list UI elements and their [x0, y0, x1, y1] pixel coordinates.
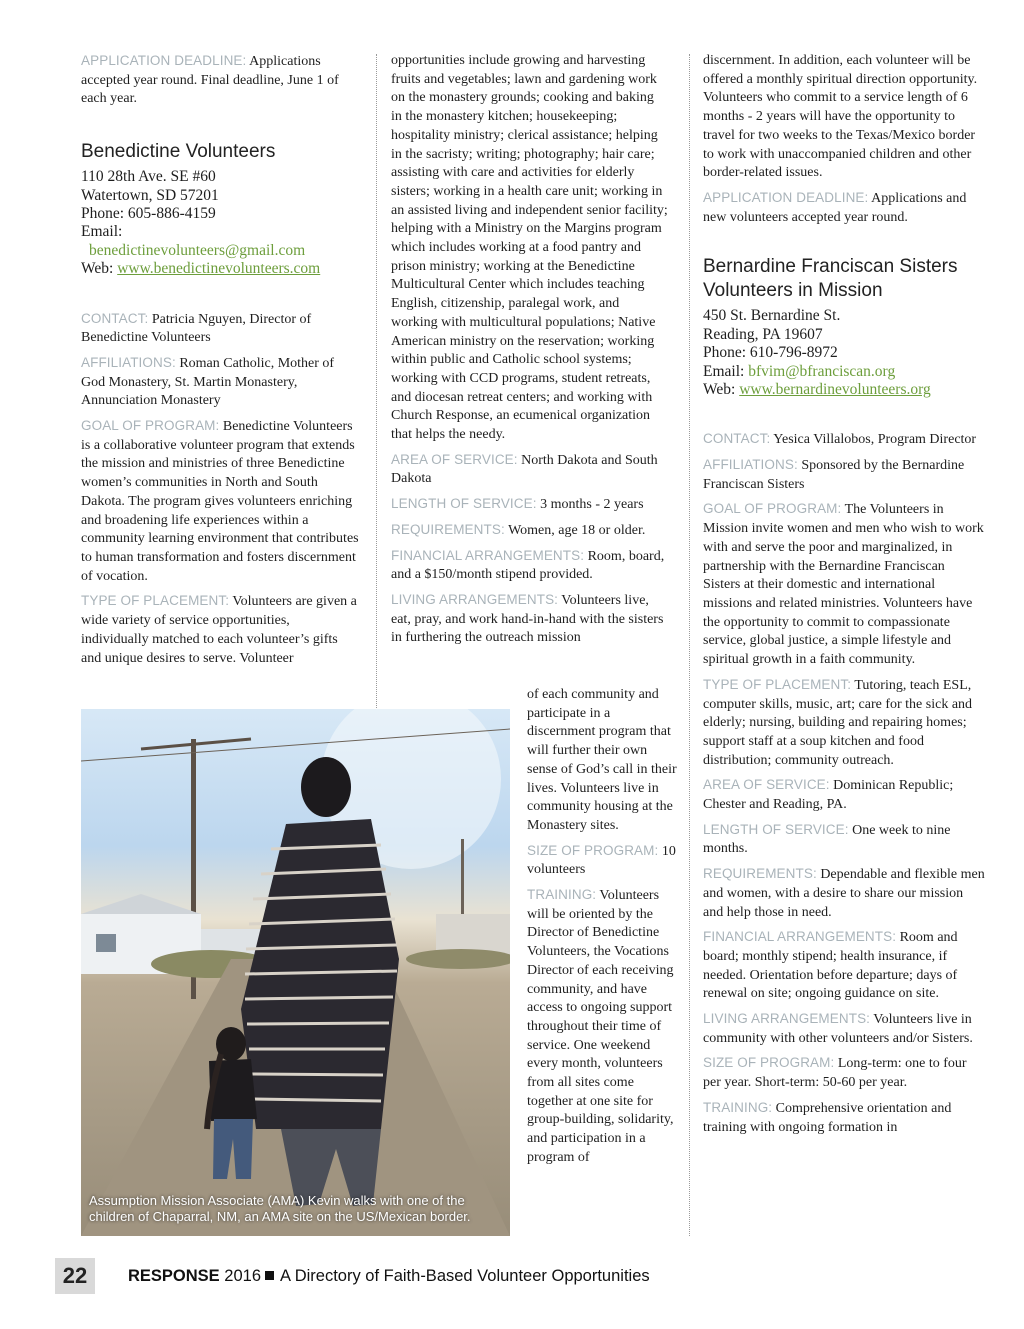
org-heading-bernardine — [703, 255, 985, 303]
field-label: LIVING ARRANGEMENTS: — [391, 591, 559, 607]
address-line-1: 450 St. Bernardine St. — [703, 307, 841, 325]
web-link[interactable]: www.bernardinevolunteers.org — [739, 380, 931, 398]
field-value: Applications and new volunteers accepted year round. — [703, 190, 967, 225]
email-label: Email: — [81, 223, 123, 241]
address-line-1: 110 28th Ave. SE #60 — [81, 168, 216, 186]
field-label: LIVING ARRANGEMENTS: — [703, 1011, 871, 1027]
field-label: LENGTH OF SERVICE: — [703, 821, 849, 837]
org-heading-line-2: Volunteers in Mission — [703, 280, 883, 302]
org-contact-block — [703, 307, 985, 399]
field-label: FINANCIAL ARRANGEMENTS: — [703, 929, 897, 945]
field-value: Room and board; monthly stipend; health insurance, if needed. Orientation before departure; days of renewal on site; ongoing guidance on site. — [703, 930, 958, 1002]
photo-man-and-child-walking — [81, 709, 510, 1236]
goal-entry — [81, 417, 359, 586]
column-middle-wrap — [527, 686, 677, 1174]
field-label: TRAINING: — [703, 1099, 773, 1115]
field-value: Patricia Nguyen, Director of Benedictine Volunteers — [81, 311, 312, 346]
living-entry — [703, 1010, 985, 1048]
footer-brand: RESPONSE — [128, 1267, 220, 1285]
org-heading-line-1: Bernardine Franciscan Sisters — [703, 256, 958, 278]
requirements-entry — [391, 521, 668, 541]
size-entry — [527, 842, 677, 880]
field-label: SIZE OF PROGRAM: — [527, 842, 659, 858]
field-value: Sponsored by the Bernardine Franciscan Sisters — [703, 458, 965, 492]
field-label: TYPE OF PLACEMENT: — [81, 593, 230, 609]
field-label: CONTACT: — [81, 310, 149, 326]
field-label: AREA OF SERVICE: — [703, 777, 830, 793]
page-number: 22 — [55, 1258, 95, 1294]
field-value: Long-term: one to four per year. Short-term: 50-60 per year. — [703, 1056, 967, 1091]
length-entry — [391, 495, 668, 515]
web-label: Web: — [703, 380, 736, 398]
area-entry — [703, 776, 985, 814]
field-value: Comprehensive orientation and training with ongoing formation in — [703, 1100, 952, 1135]
column-middle — [391, 52, 668, 654]
size-entry — [703, 1054, 985, 1092]
financial-entry — [391, 547, 668, 585]
field-label: GOAL OF PROGRAM: — [703, 501, 842, 517]
column-divider — [689, 54, 690, 1236]
training-continued: discernment. In addition, each volunteer will be offered a monthly spiritual direction opportunity. Volunteers who commit to a service length of 6 months - 2 years will have the opportunity to travel for two weeks to the Texas/Mexico border to work with unaccompanied children and other border-related issues. — [703, 53, 978, 181]
field-label: AFFILIATIONS: — [703, 457, 798, 473]
living-continued: of each community and participate in a discernment program that will further their own sense of God’s call in their lives. Volunteers live in community housing at the Monastery sites. — [527, 687, 677, 833]
field-value: Room, board, and a $150/month stipend provided. — [391, 548, 665, 583]
column-right — [703, 52, 985, 1143]
area-entry — [391, 451, 668, 489]
field-label: REQUIREMENTS: — [391, 521, 505, 537]
field-value: Women, age 18 or older. — [508, 522, 646, 538]
field-label: TYPE OF PLACEMENT: — [703, 676, 852, 692]
org-contact-block — [81, 168, 359, 278]
field-label: TRAINING: — [527, 887, 597, 903]
field-value: Volunteers are given a wide variety of service opportunities, individually matched to each volunteer’s gifts and unique desires to serve. Volunteer — [81, 594, 357, 666]
field-label: APPLICATION DEADLINE: — [703, 189, 869, 205]
field-label: CONTACT: — [703, 431, 771, 447]
field-value: Dependable and flexible men and women, with a desire to share our mission and help those in need. — [703, 867, 985, 920]
contact-entry — [81, 310, 359, 348]
training-entry — [527, 886, 677, 1168]
field-label: LENGTH OF SERVICE: — [391, 496, 537, 512]
footer-subtitle: A Directory of Faith-Based Volunteer Opportunities — [280, 1267, 650, 1285]
length-entry — [703, 821, 985, 859]
column-divider — [376, 54, 377, 708]
field-label: AFFILIATIONS: — [81, 354, 176, 370]
email-link[interactable]: bfvim@bfranciscan.org — [748, 362, 896, 380]
phone-line: Phone: 605-886-4159 — [81, 204, 216, 222]
photo-illustration — [81, 709, 510, 1236]
column-left — [81, 52, 359, 674]
field-label: APPLICATION DEADLINE: — [81, 53, 247, 68]
field-value: Yesica Villalobos, Program Director — [773, 432, 977, 448]
footer-year: 2016 — [224, 1267, 262, 1285]
placement-entry — [703, 676, 985, 771]
address-line-2: Reading, PA 19607 — [703, 325, 823, 343]
web-label: Web: — [81, 260, 114, 278]
field-value: Tutoring, teach ESL, computer skills, music, art; care for the sick and elderly; nursing, building and repairing homes; support staff at a soup kitchen and food distribution; community outreach. — [703, 677, 973, 768]
financial-entry — [703, 928, 985, 1004]
address-line-2: Watertown, SD 57201 — [81, 186, 219, 204]
org-heading-benedictine: Benedictine Volunteers — [81, 141, 276, 163]
field-value: Roman Catholic, Mother of God Monastery, St. Martin Monastery, Annunciation Monastery — [81, 355, 335, 409]
contact-entry — [703, 430, 985, 450]
field-value: 10 volunteers — [527, 843, 676, 878]
goal-entry — [703, 500, 985, 669]
field-label: FINANCIAL ARRANGEMENTS: — [391, 547, 585, 563]
field-value: Volunteers will be oriented by the Director of Benedictine Volunteers, the Vocations Director of each receiving community, and have access to ongoing support throughout their time of service. One weekend every month, volunteers from all sites come together at one site for group-building, solidarity, and participation in a program of — [527, 888, 674, 1165]
footer-title — [128, 1267, 650, 1286]
app-deadline-entry — [81, 52, 359, 109]
requirements-entry — [703, 865, 985, 922]
field-label: GOAL OF PROGRAM: — [81, 418, 220, 434]
web-link[interactable]: www.benedictinevolunteers.com — [117, 260, 321, 278]
field-label: SIZE OF PROGRAM: — [703, 1055, 835, 1071]
field-value: Benedictine Volunteers is a collaborative volunteer program that extends the mission and ministries of three Benedictine women’s communities in North and South Dakota. The program gives volunteers enriching and broadening life experiences within a community learning environment that contributes to human transformation and fosters discernment of vocation. — [81, 419, 359, 584]
living-entry — [391, 591, 668, 648]
field-value: 3 months - 2 years — [540, 497, 644, 513]
field-value: Volunteers live, eat, pray, and work hand-in-hand with the sisters in furthering the outreach mission — [391, 592, 664, 646]
email-link[interactable]: benedictinevolunteers@gmail.com — [89, 241, 306, 259]
app-deadline-entry — [703, 189, 985, 227]
field-value: North Dakota and South Dakota — [391, 452, 658, 487]
affiliations-entry — [81, 354, 359, 411]
field-value: Applications accepted year round. Final deadline, June 1 of each year. — [81, 54, 339, 107]
phone-line: Phone: 610-796-8972 — [703, 344, 838, 362]
photo-caption: Assumption Mission Associate (AMA) Kevin walks with one of the children of Chaparral, NM, an AMA site on the US/Mexican border. — [89, 1193, 471, 1224]
training-entry — [703, 1099, 985, 1137]
email-label: Email: — [703, 362, 745, 380]
placement-entry — [81, 592, 359, 668]
field-value: Volunteers live in community with other volunteers and/or Sisters. — [703, 1012, 973, 1046]
field-value: One week to nine months. — [703, 822, 951, 857]
field-label: AREA OF SERVICE: — [391, 451, 518, 467]
placement-continued: opportunities include growing and harvesting fruits and vegetables; lawn and gardening work on the monastery grounds; cooking and baking in the monastery kitchen; housekeeping; hospitality ministry; clerical assistance; helping in the sacristy; writing; photography; hair care; assisting with care and activities for elderly sisters; working in a health care unit; working in an assisted living and independent senior facility; helping with a Ministry on the Margins program which includes working at a food pantry and prison ministry; working at the Benedictine Multicultural Center which includes teaching English, citizenship, paralegal work, and working with multicultural populations; Native American ministry on the reservation; working within public and Catholic school systems; working with CCD programs, student retreats, and diocesan retreat centers; and working with Church Response, an ecumenical organization that helps the needy. — [391, 53, 668, 443]
square-bullet-icon — [265, 1271, 274, 1280]
page-footer — [55, 1258, 985, 1304]
field-value: Dominican Republic; Chester and Reading, PA. — [703, 778, 954, 813]
field-label: REQUIREMENTS: — [703, 866, 817, 882]
affiliations-entry — [703, 456, 985, 494]
field-value: The Volunteers in Mission invite women and men who wish to work with and serve the poor and marginalized, in partnership with the Bernardine Franciscan Sisters at their domestic and international missions and related ministries. Volunteers have the opportunity to commit to compassionate service, global justice, a simple lifestyle and spiritual growth in a faith community. — [703, 502, 984, 668]
